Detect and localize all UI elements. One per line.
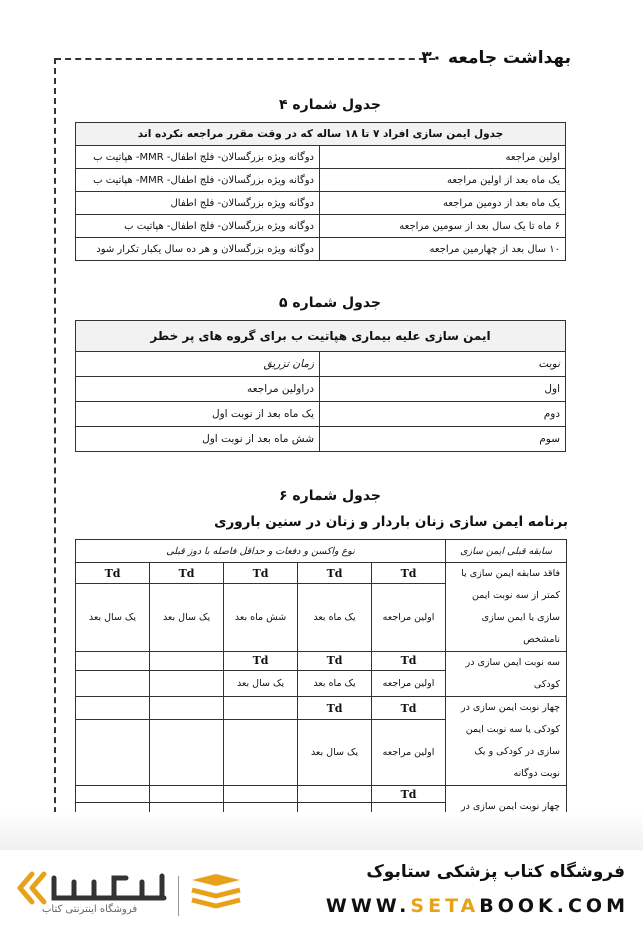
empty-cell xyxy=(298,786,372,803)
empty-cell xyxy=(150,786,224,803)
dose-cell: یک ماه بعد xyxy=(298,584,372,652)
table6-history-cell: سه نوبت ایمن سازی در کودکی xyxy=(446,652,567,697)
td-label: Td xyxy=(372,652,446,671)
td-label: Td xyxy=(372,786,446,803)
table-row xyxy=(76,169,566,192)
table4-vaccine-cell: دوگانه ویژه بزرگسالان و هر ده سال یکبار تکرار شود xyxy=(76,238,320,261)
logo-graphic xyxy=(14,868,214,924)
dose-cell: یک ماه بعد xyxy=(298,670,372,696)
logo-tagline: فروشگاه اینترنتی کتاب xyxy=(42,904,138,915)
table5-header: ایمن سازی علیه بیماری هپاتیت ب برای گروه های پر خطر xyxy=(76,321,566,352)
table-row xyxy=(76,215,566,238)
dashed-top-border xyxy=(55,58,435,60)
empty-cell xyxy=(224,720,298,786)
table4-time-cell: یک ماه بعد از اولین مراجعه xyxy=(320,169,566,192)
table4-time-cell: اولین مراجعه xyxy=(320,146,566,169)
td-label: Td xyxy=(372,697,446,720)
dose-cell: اولین مراجعه xyxy=(372,670,446,696)
table5-turn-cell: دوم xyxy=(320,402,566,427)
empty-cell xyxy=(150,697,224,720)
table5-time-cell: شش ماه بعد از نوبت اول xyxy=(76,427,320,452)
table6-subtitle: برنامه ایمن سازی زنان باردار و زنان در سنین باروری xyxy=(214,514,568,530)
store-name: فروشگاه کتاب پزشکی ستابوک xyxy=(366,862,625,882)
empty-cell xyxy=(150,652,224,671)
dose-cell: یک سال بعد xyxy=(298,720,372,786)
table5-title: جدول شماره ۵ xyxy=(278,295,382,311)
table-row xyxy=(76,697,567,720)
table4-header: جدول ایمن سازی افراد ۷ تا ۱۸ ساله که در وقت مقرر مراجعه نکرده اند xyxy=(76,123,566,146)
dose-cell: یک سال بعد xyxy=(224,670,298,696)
store-url-link[interactable] xyxy=(326,895,629,917)
table5-turn-cell: اول xyxy=(320,377,566,402)
table6-history-cell: چهار نوبت ایمن سازی در xyxy=(446,786,567,851)
table-row xyxy=(76,146,566,169)
table5-time-cell: یک ماه بعد از نوبت اول xyxy=(76,402,320,427)
table-row xyxy=(76,652,567,671)
dashed-left-border xyxy=(54,58,56,863)
url-part-1: WWW. xyxy=(325,895,411,917)
td-label: Td xyxy=(76,563,150,584)
table4 xyxy=(75,122,566,261)
empty-cell xyxy=(150,720,224,786)
table5-col-turn: نوبت xyxy=(320,352,566,377)
table-row xyxy=(76,377,566,402)
empty-cell xyxy=(150,670,224,696)
table6-header-row xyxy=(76,540,567,563)
td-label: Td xyxy=(224,563,298,584)
table5-header-row xyxy=(76,321,566,352)
table-row xyxy=(76,238,566,261)
table-row xyxy=(76,402,566,427)
table4-header-row xyxy=(76,123,566,146)
table5-col-time: زمان تزریق xyxy=(76,352,320,377)
empty-cell xyxy=(76,720,150,786)
empty-cell xyxy=(76,697,150,720)
table4-vaccine-cell: دوگانه ویژه بزرگسالان- فلج اطفال- هپاتیت ب xyxy=(76,215,320,238)
setabook-logo[interactable] xyxy=(14,868,214,924)
table-row xyxy=(76,192,566,215)
table4-vaccine-cell: دوگانه ویژه بزرگسالان- فلج اطفال xyxy=(76,192,320,215)
table4-vaccine-cell: دوگانه ویژه بزرگسالان- فلج اطفال- MMR- هپاتیت ب xyxy=(76,169,320,192)
td-label: Td xyxy=(224,652,298,671)
table6-col-history: سابقه قبلی ایمن سازی xyxy=(446,540,567,563)
table4-title: جدول شماره ۴ xyxy=(278,97,382,113)
dose-cell: یک سال بعد xyxy=(76,584,150,652)
table-row xyxy=(76,786,567,803)
table4-time-cell: ۱۰ سال بعد از چهارمین مراجعه xyxy=(320,238,566,261)
dose-cell: شش ماه بعد xyxy=(224,584,298,652)
table-row xyxy=(76,427,566,452)
empty-cell xyxy=(76,786,150,803)
dose-cell: اولین مراجعه xyxy=(372,720,446,786)
table4-time-cell: ۶ ماه تا یک سال بعد از سومین مراجعه xyxy=(320,215,566,238)
table6-history-cell: چهار نوبت ایمن سازی در کودکی یا سه نوبت ایمن سازی در کودکی و یک نوبت دوگانه xyxy=(446,697,567,786)
empty-cell xyxy=(76,670,150,696)
table-row xyxy=(76,563,567,584)
table5-turn-cell: سوم xyxy=(320,427,566,452)
td-label: Td xyxy=(372,563,446,584)
table4-time-cell: یک ماه بعد از دومین مراجعه xyxy=(320,192,566,215)
table5-column-row xyxy=(76,352,566,377)
td-label: Td xyxy=(298,563,372,584)
td-label: Td xyxy=(150,563,224,584)
empty-cell xyxy=(224,697,298,720)
url-part-2: SETA xyxy=(410,895,480,917)
table6-history-cell: فاقد سابقه ایمن سازی یا کمتر از سه نوبت ایمن سازی یا ایمن سازی نامشخص xyxy=(446,563,567,652)
book-stack-icon xyxy=(188,872,244,916)
url-part-3: BOOK.COM xyxy=(479,895,629,917)
table6 xyxy=(75,539,567,851)
page-header-title: بهداشت جامعه ۳۰ xyxy=(421,48,571,68)
td-label: Td xyxy=(298,652,372,671)
table4-vaccine-cell: دوگانه ویژه بزرگسالان- فلج اطفال- MMR- هپاتیت ب xyxy=(76,146,320,169)
td-label: Td xyxy=(298,697,372,720)
empty-cell xyxy=(76,652,150,671)
empty-cell xyxy=(224,786,298,803)
table5-time-cell: دراولین مراجعه xyxy=(76,377,320,402)
table6-col-schedule: نوع واکسن و دفعات و حداقل فاصله با دوز قبلی xyxy=(76,540,446,563)
logo-divider xyxy=(178,876,179,916)
dose-cell: یک سال بعد xyxy=(150,584,224,652)
table6-title: جدول شماره ۶ xyxy=(278,488,382,504)
dose-cell: اولین مراجعه xyxy=(372,584,446,652)
table5 xyxy=(75,320,566,452)
